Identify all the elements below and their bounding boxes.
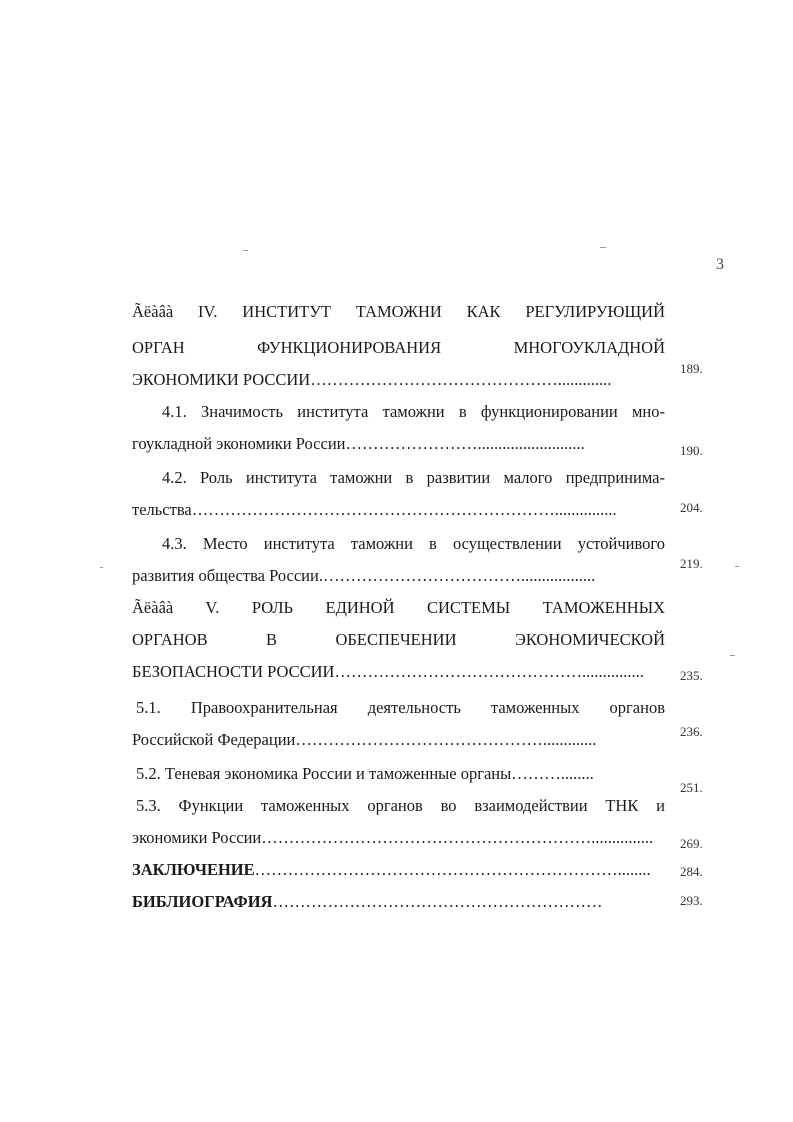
scan-speck [600, 247, 606, 248]
toc-chapter4-page: 189. [680, 361, 703, 376]
toc-s53-page: 269. [680, 836, 703, 851]
leader-dots: …………………………………………………… [272, 892, 603, 911]
leader-dots: …………………………………………………………............... [191, 500, 617, 519]
leader-dots: ………………………………………............... [334, 662, 644, 681]
toc-conclusion-page: 284. [680, 864, 703, 879]
toc-s43-line2 [132, 565, 665, 587]
toc-chapter5-line1: Ãëàâà V. РОЛЬ ЕДИНОЙ СИСТЕМЫ ТАМОЖЕННЫХ [132, 598, 665, 617]
leader-dots: ……………………………….................. [322, 566, 596, 585]
toc-s41-title-end: гоукладной экономики России [132, 434, 346, 453]
scan-speck [730, 655, 735, 656]
toc-s42-line1: 4.2. Роль института таможни в развитии малого предпринима- [162, 468, 665, 487]
toc-s41-line1: 4.1. Значимость института таможни в функционировании мно- [162, 402, 665, 421]
scan-speck [735, 566, 739, 567]
toc-chapter5-page: 235. [680, 668, 703, 683]
toc-s41-line2 [132, 433, 665, 455]
toc-s41-page: 190. [680, 443, 703, 458]
toc-chapter4-line3 [132, 369, 665, 391]
toc-chapter4-line1: Ãëàâà IV. ИНСТИТУТ ТАМОЖНИ КАК РЕГУЛИРУЮЩИЙ [132, 302, 665, 321]
toc-s43-page: 219. [680, 556, 703, 571]
leader-dots: …………………………………………………………........ [254, 860, 651, 879]
toc-chapter5-line3 [132, 661, 665, 683]
leader-dots: ………………………………………............. [310, 370, 612, 389]
toc-s52-line1 [132, 763, 665, 785]
toc-chapter4-title-end: ЭКОНОМИКИ РОССИИ [132, 370, 311, 389]
leader-dots: ……………………………………………………............... [261, 828, 654, 847]
toc-chapter4-line2: ОРГАН ФУНКЦИОНИРОВАНИЯ МНОГОУКЛАДНОЙ [132, 338, 665, 357]
toc-conclusion [132, 859, 665, 881]
toc-s53-line1: 5.3. Функции таможенных органов во взаимодействии ТНК и [136, 796, 665, 815]
toc-s52-page: 251. [680, 780, 703, 795]
toc-s53-line2 [132, 827, 665, 849]
toc-s51-page: 236. [680, 724, 703, 739]
toc-s42-title-end: тельства [132, 500, 192, 519]
toc-s43-line1: 4.3. Место института таможни в осуществлении устойчивого [162, 534, 665, 553]
leader-dots: …………………….......................... [345, 434, 585, 453]
toc-s51-line1: 5.1. Правоохранительная деятельность таможенных органов [136, 698, 665, 717]
toc-s51-title-end: Российской Федерации [132, 730, 296, 749]
scan-speck [243, 250, 248, 251]
page-number: 3 [716, 256, 724, 273]
toc-s43-title-end: развития общества России. [132, 566, 323, 585]
leader-dots: ………………………………………............. [295, 730, 597, 749]
toc-s42-line2 [132, 499, 665, 521]
toc-chapter5-line2: ОРГАНОВ В ОБЕСПЕЧЕНИИ ЭКОНОМИЧЕСКОЙ [132, 630, 665, 649]
toc-bibliography [132, 891, 637, 913]
scan-speck [100, 567, 103, 568]
toc-conclusion-title: ЗАКЛЮЧЕНИЕ [132, 860, 255, 879]
toc-bibliography-title: БИБЛИОГРАФИЯ [132, 892, 273, 911]
toc-chapter5-title-end: БЕЗОПАСНОСТИ РОССИИ [132, 662, 335, 681]
toc-bibliography-page: 293. [680, 893, 703, 908]
toc-s52-title: 5.2. Теневая экономика России и таможенные органы [136, 764, 512, 783]
toc-s51-line2 [132, 729, 665, 751]
leader-dots: ………........ [511, 764, 594, 783]
toc-s42-page: 204. [680, 500, 703, 515]
toc-s53-title-end: экономики России [132, 828, 262, 847]
